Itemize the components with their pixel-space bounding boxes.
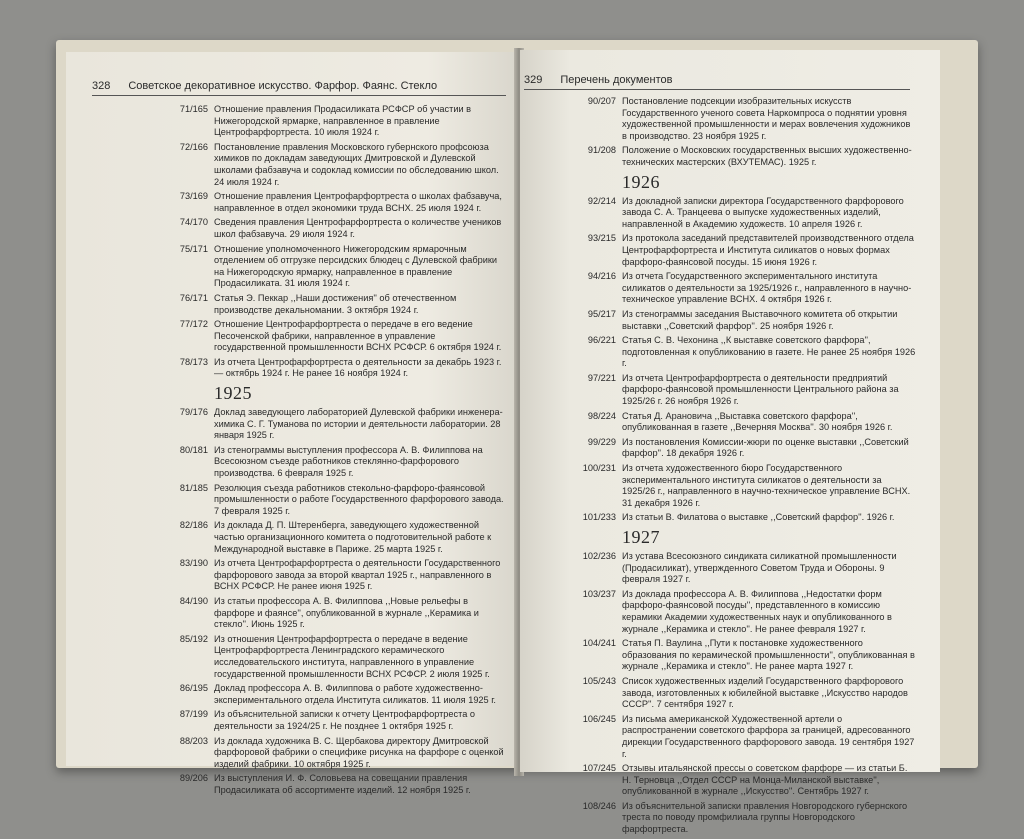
entry-number: 87/199 xyxy=(179,709,208,720)
entry-text: Отношение правления Продасиликата РСФСР об участии в Нижегородской ярмарке, направленное в правление Центрофарфортреста. 10 июля 1924 г. xyxy=(214,104,472,138)
year-heading: 1926 xyxy=(622,171,660,192)
entry-text: Из отчета Центрофарфортреста о деятельности Государственного фарфорового завода за второй квартал 1925 г., направленного в ВСНХ РСФСР. Не ранее июня 1925 г. xyxy=(214,558,501,592)
entry-text: Из устава Всесоюзного синдиката силикатной промышленности (Продасиликат), утвержденного Советом Труда и Обороны. 9 февраля 1927 г. xyxy=(622,551,897,585)
right-document-list xyxy=(524,96,916,839)
entry-text: Из объяснительной записки правления Новгородского губернского треста по поводу промфилиала группы Новгородского фарфортреста. xyxy=(622,800,908,835)
left-document-list xyxy=(92,104,508,799)
entry-text: Доклад заведующего лабораторией Дулевской фабрики инженера-химика С. Г. Туманова по истории и деятельности лаборатории. 28 января 1925 г. xyxy=(214,407,503,441)
entry-number: 95/217 xyxy=(587,308,616,319)
entry-number: 92/214 xyxy=(587,195,616,206)
entry-number: 102/236 xyxy=(582,551,616,561)
document-entry xyxy=(92,596,508,631)
entry-text: Из статьи профессора А. В. Филиппова ,,Новые рельефы в фарфоре и фаянсе'', опубликованной в журнале ,,Керамика и стекло''. Июнь 1925 г. xyxy=(214,595,479,630)
entry-number: 105/243 xyxy=(582,675,616,686)
document-entry xyxy=(524,271,916,306)
entry-number: 75/171 xyxy=(179,243,208,254)
entry-number: 91/208 xyxy=(587,145,616,156)
right-page-header xyxy=(524,68,910,90)
document-entry xyxy=(92,683,508,706)
document-entry xyxy=(92,293,508,316)
entry-number: 81/185 xyxy=(179,482,208,493)
document-entry xyxy=(524,309,916,332)
entry-number: 90/207 xyxy=(587,96,616,106)
entry-number: 106/245 xyxy=(582,713,616,724)
entry-number: 103/237 xyxy=(582,588,616,599)
document-entry xyxy=(92,709,508,732)
entry-number: 80/181 xyxy=(179,444,208,455)
entry-number: 79/176 xyxy=(179,407,208,418)
document-entry xyxy=(92,445,508,480)
left-page-header xyxy=(92,74,506,96)
document-entry xyxy=(92,520,508,555)
document-entry xyxy=(524,233,916,268)
year-heading: 1925 xyxy=(214,383,252,404)
entry-number: 76/171 xyxy=(179,292,208,303)
entry-text: Резолюция съезда работников стекольно-фарфоро-фаянсовой промышленности о работе Государственного фарфорового завода. 7 февраля 1925 г. xyxy=(214,482,504,516)
entry-text: Отношение Центрофарфортреста о передаче в его ведение Песоченской фабрики, направленное в управление государственной промышленности ВСНХ РСФСР. 6 октября 1924 г. xyxy=(214,319,502,353)
entry-number: 72/166 xyxy=(179,141,208,152)
entry-text: Статья Д. Арановича ,,Выставка советского фарфора'', опубликованная в газете ,,Вечерняя Москва''. 30 ноября 1926 г. xyxy=(622,410,893,433)
entry-text: Из стенограммы выступления профессора А. В. Филиппова на Всесоюзном съезде работников стеклянно-фарфорового производства. 6 февраля 1925 г. xyxy=(214,444,483,479)
entry-number: 93/215 xyxy=(587,233,616,244)
entry-text: Постановление правления Московского губернского профсоюза химиков по докладам заведующих Дмитровской и Дулевской школами фабзавуча и содоклад комиссии по обследованию школ. 24 июля 1924 г. xyxy=(214,141,499,187)
document-entry xyxy=(92,142,508,188)
document-entry xyxy=(524,373,916,408)
entry-text: Из отчета Государственного экспериментального института силикатов о деятельности за 1925/1926 г., направленного в научно-техническое управление ВСНХ. 4 октября 1926 г. xyxy=(622,271,912,305)
document-entry xyxy=(92,634,508,680)
entry-text: Из протокола заседаний представителей производственного отдела Центрофарфортреста и Института силикатов о новых формах фарфоро-фаянсовой посуды. 15 июня 1926 г. xyxy=(622,233,914,267)
entry-number: 78/173 xyxy=(179,356,208,367)
entry-number: 99/229 xyxy=(587,436,616,447)
document-entry xyxy=(92,217,508,240)
entry-text: Из доклада художника В. С. Щербакова директору Дмитровской фарфоровой фабрики о специфике рисунка на фарфоре с оценкой изделий фабрики. 10 октября 1925 г. xyxy=(214,735,504,769)
right-page xyxy=(520,50,940,835)
entry-number: 94/216 xyxy=(587,271,616,282)
document-entry xyxy=(92,773,508,796)
document-entry xyxy=(524,196,916,231)
document-entry xyxy=(524,411,916,434)
entry-text: Отношение уполномоченного Нижегородским ярмарочным отделением об отгрузке персидских блюдец с Дулевской фабрики на Нижегородскую ярмарку, направленное в правление Продасиликата. 31 июля 1924 г. xyxy=(214,243,498,289)
entry-text: Статья С. В. Чехонина ,,К выставке советского фарфора'', подготовленная к опубликованию в газете. Не ранее 25 ноября 1926 г. xyxy=(622,335,916,369)
document-entry xyxy=(524,676,916,711)
entry-number: 84/190 xyxy=(179,595,208,606)
left-page-number: 328 xyxy=(92,80,111,92)
entry-text: Доклад профессора А. В. Филиппова о работе художественно-экспериментального отдела Института силикатов. 11 июля 1925 г. xyxy=(214,683,496,705)
entry-text: Список художественных изделий Государственного фарфорового завода, изготовленных к юбилейной выставке ,,Искусство народов СССР''. 7 сентября 1927 г. xyxy=(622,675,908,710)
document-entry xyxy=(524,512,916,524)
document-entry xyxy=(92,319,508,354)
entry-text: Из выступления И. Ф. Соловьева на совещании правления Продасиликата об ассортименте изделий. 12 ноября 1925 г. xyxy=(214,773,471,795)
document-entry xyxy=(524,463,916,509)
entry-text: Положение о Московских государственных высших художественно-технических мастерских (ВХУТЕМАС). 1925 г. xyxy=(622,145,912,167)
document-entry xyxy=(92,483,508,518)
entry-text: Из отношения Центрофарфортреста о передаче в ведение Центрофарфортреста Ленинградского керамического исследовательского института, направленного в управление государственной промышленности ВСНХ РСФСР. 2 июля 1925 г. xyxy=(214,633,490,679)
entry-text: Из объяснительной записки к отчету Центрофарфортреста о деятельности за 1924/25 г. Не позднее 1 октября 1925 г. xyxy=(214,709,475,731)
entry-number: 98/224 xyxy=(587,410,616,421)
entry-text: Из статьи В. Филатова о выставке ,,Советский фарфор''. 1926 г. xyxy=(622,512,895,523)
entry-text: Из постановления Комиссии-жюри по оценке выставки ,,Советский фарфор''. 18 декабря 1926 г. xyxy=(622,436,909,459)
entry-text: Из письма американской Художественной артели о распространении советского фарфора за границей, адресованного дирекции Государственного фарфорового завода. 19 сентября 1927 г. xyxy=(622,713,915,759)
entry-number: 107/245 xyxy=(582,763,616,774)
right-page-number: 329 xyxy=(524,74,543,86)
entry-number: 71/165 xyxy=(179,104,208,114)
entry-text: Статья Э. Пеккар ,,Наши достижения'' об отечественном производстве декальномании. 3 октября 1924 г. xyxy=(214,292,457,315)
document-entry xyxy=(524,437,916,460)
entry-text: Постановление подсекции изобразительных искусств Государственного ученого совета Наркомпроса о поднятии уровня художественной промышленности и мерах вовлечения художников в производство. 23 ноября 1925 г. xyxy=(622,96,911,141)
entry-number: 101/233 xyxy=(582,512,616,523)
entry-number: 74/170 xyxy=(179,217,208,228)
document-entry xyxy=(524,551,916,586)
left-running-title: Советское декоративное искусство. Фарфор. Фаянс. Стекло xyxy=(128,80,438,92)
entry-number: 96/221 xyxy=(587,335,616,346)
document-entry xyxy=(524,145,916,168)
document-entry xyxy=(92,736,508,771)
entry-number: 82/186 xyxy=(179,520,208,531)
document-entry xyxy=(92,558,508,593)
document-entry xyxy=(524,589,916,635)
document-entry xyxy=(92,244,508,290)
entry-text: Из отчета Центрофарфортреста о деятельности предприятий фарфоро-фаянсовой промышленности Центрального района за 1925/26 г. 26 ноября 1926 г. xyxy=(622,372,899,407)
entry-text: Из стенограммы заседания Выставочного комитета об открытии выставки ,,Советский фарфор''. 25 ноября 1926 г. xyxy=(622,308,898,331)
document-entry xyxy=(524,801,916,836)
document-entry xyxy=(92,357,508,380)
document-entry xyxy=(524,335,916,370)
entry-text: Отзывы итальянской прессы о советском фарфоре — из статьи Б. Н. Терновца ,,Отдел СССР на Монца-Миланской выставке'', опубликованной в журнале ,,Искусство''. Сентябрь 1927 г. xyxy=(622,763,908,797)
entry-number: 86/195 xyxy=(179,683,208,694)
document-entry xyxy=(524,763,916,798)
entry-number: 97/221 xyxy=(587,372,616,383)
document-entry xyxy=(524,714,916,760)
entry-text: Статья П. Ваулина ,,Пути к постановке художественного образования по керамической промышленности'', опубликованная в журнале ,,Керамика и стекло''. Не ранее марта 1927 г. xyxy=(622,638,915,672)
entry-text: Из докладной записки директора Государственного фарфорового завода С. А. Транцеева о выпуске художественных изделий, направленной в Академию художеств. 10 апреля 1926 г. xyxy=(622,195,904,229)
document-entry xyxy=(92,191,508,214)
document-entry xyxy=(92,104,508,139)
document-entry xyxy=(524,638,916,673)
entry-number: 77/172 xyxy=(179,319,208,330)
right-running-title: Перечень документов xyxy=(560,74,673,86)
entry-number: 83/190 xyxy=(179,558,208,569)
entry-number: 89/206 xyxy=(179,773,208,784)
entry-text: Из отчета Центрофарфортреста о деятельности за декабрь 1923 г.— октябрь 1924 г. Не ранее 16 ноября 1924 г. xyxy=(214,356,502,379)
entry-text: Сведения правления Центрофарфортреста о количестве учеников школ фабзавуча. 29 июля 1924 г. xyxy=(214,217,502,239)
left-page xyxy=(66,52,518,795)
entry-number: 100/231 xyxy=(582,463,616,474)
entry-text: Из доклада Д. П. Штеренберга, заведующего художественной частью организационного комитета о подготовительной работе к Международной выставке в Париже. 25 марта 1925 г. xyxy=(214,520,492,554)
entry-text: Из доклада профессора А. В. Филиппова ,,Недостатки форм фарфоро-фаянсовой посуды'', представленного в комиссию керамики Академии художественных наук и опубликованного в журнале ,,Керамика и стекло''. Не ранее февраля 1927 г. xyxy=(622,588,892,634)
entry-number: 88/203 xyxy=(179,735,208,746)
entry-text: Из отчета художественного бюро Государственного экспериментального института силикатов о деятельности за 1925/26 г., направленного в научно-техническое управление ВСНХ. 31 декабря 1926 г. xyxy=(622,463,911,508)
entry-number: 108/246 xyxy=(582,800,616,811)
document-entry xyxy=(92,407,508,442)
entry-number: 73/169 xyxy=(179,191,208,202)
year-heading: 1927 xyxy=(622,527,660,547)
entry-text: Отношение правления Центрофарфортреста о школах фабзавуча, направленное в отдел экономики труда ВСНХ. 25 июля 1924 г. xyxy=(214,191,502,213)
entry-number: 104/241 xyxy=(582,638,616,649)
entry-number: 85/192 xyxy=(179,633,208,644)
document-entry xyxy=(524,96,916,142)
